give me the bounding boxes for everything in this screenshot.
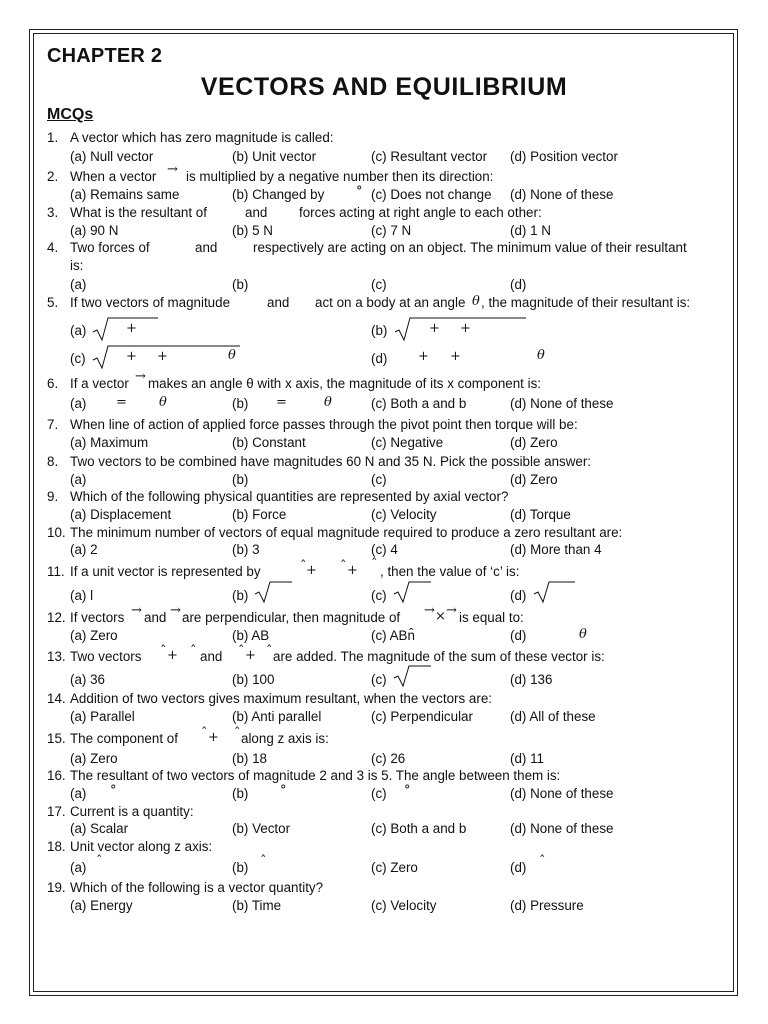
plus-symbol: + bbox=[306, 563, 317, 578]
option-c: (c) bbox=[371, 672, 387, 687]
option-a: (a) Zero bbox=[70, 751, 118, 766]
option-d: (d) 11 bbox=[510, 751, 544, 766]
option-b: (b) 5 N bbox=[232, 223, 273, 238]
question-number: 10. bbox=[47, 525, 66, 540]
question-text: When line of action of applied force passes through the pivot point then torque will be: bbox=[70, 417, 578, 432]
square-root-icon bbox=[533, 580, 577, 604]
question-text: , the magnitude of their resultant is: bbox=[481, 295, 691, 310]
option-d: (d) All of these bbox=[510, 709, 596, 724]
question-text: Which of the following physical quantities are represented by axial vector? bbox=[70, 489, 509, 504]
option-b: (b) Constant bbox=[232, 435, 306, 450]
question-number: 3. bbox=[47, 205, 59, 220]
hat-symbol: ˆ bbox=[260, 854, 267, 869]
option-d: (d) Zero bbox=[510, 435, 558, 450]
question-number: 8. bbox=[47, 454, 59, 469]
option-a: (a) 2 bbox=[70, 542, 98, 557]
option-d: (d) bbox=[510, 588, 527, 603]
question-text: Unit vector along z axis: bbox=[70, 839, 213, 854]
option-a: (a) bbox=[70, 277, 87, 292]
question-text: Current is a quantity: bbox=[70, 804, 194, 819]
question-text: is multiplied by a negative number then its direction: bbox=[186, 169, 494, 184]
option-b: (b) bbox=[232, 860, 249, 875]
option-d: (d) Torque bbox=[510, 507, 571, 522]
question-text: respectively are acting on an object. The minimum value of their resultant bbox=[253, 240, 687, 255]
question-text: Two forces of bbox=[70, 240, 150, 255]
equals-symbol: = bbox=[116, 395, 127, 410]
option-a: (a) bbox=[70, 472, 87, 487]
hat-symbol: ˆ bbox=[300, 559, 307, 574]
option-c: (c) Both a and b bbox=[371, 821, 467, 836]
option-b: (b) 3 bbox=[232, 542, 260, 557]
degree-symbol: ° bbox=[404, 783, 411, 798]
option-c: (c) bbox=[371, 277, 387, 292]
question-text: act on a body at an angle bbox=[315, 295, 466, 310]
question-text: makes an angle θ with x axis, the magnitude of its x component is: bbox=[148, 376, 541, 391]
theta-symbol: θ bbox=[579, 627, 587, 642]
degree-symbol: ° bbox=[110, 783, 117, 798]
question-number: 2. bbox=[47, 169, 59, 184]
section-heading: MCQs bbox=[47, 106, 94, 123]
option-b: (b) 100 bbox=[232, 672, 275, 687]
vector-arrow-icon: → bbox=[446, 603, 457, 618]
option-c: (c) 7 N bbox=[371, 223, 412, 238]
question-text: is: bbox=[70, 258, 84, 273]
option-b: (b) Anti parallel bbox=[232, 709, 322, 724]
option-c: (c) bbox=[371, 786, 387, 801]
question-number: 16. bbox=[47, 768, 66, 783]
square-root-icon bbox=[393, 580, 433, 604]
question-number: 6. bbox=[47, 376, 59, 391]
option-c: (c) 4 bbox=[371, 542, 398, 557]
question-text: and bbox=[200, 649, 223, 664]
question-text: The resultant of two vectors of magnitude 2 and 3 is 5. The angle between them is: bbox=[70, 768, 561, 783]
option-d: (d) bbox=[510, 277, 527, 292]
question-number: 12. bbox=[47, 610, 66, 625]
plus-symbol: + bbox=[126, 349, 137, 364]
theta-symbol: θ bbox=[228, 348, 236, 363]
option-c: (c) 26 bbox=[371, 751, 406, 766]
option-b: (b) Unit vector bbox=[232, 149, 317, 164]
plus-symbol: + bbox=[450, 349, 461, 364]
question-number: 14. bbox=[47, 691, 66, 706]
vector-arrow-icon: → bbox=[131, 603, 142, 618]
question-number: 4. bbox=[47, 240, 59, 255]
square-root-icon bbox=[393, 664, 433, 688]
vector-arrow-icon: → bbox=[167, 162, 178, 177]
hat-symbol: ˆ bbox=[201, 726, 208, 741]
option-d: (d) None of these bbox=[510, 187, 614, 202]
hat-symbol: ˆ bbox=[96, 854, 103, 869]
question-text: What is the resultant of bbox=[70, 205, 207, 220]
question-number: 18. bbox=[47, 839, 66, 854]
option-b: (b) bbox=[232, 786, 249, 801]
question-text: are added. The magnitude of the sum of these vector is: bbox=[273, 649, 605, 664]
option-d: (d) 136 bbox=[510, 672, 553, 687]
option-a: (a) Energy bbox=[70, 898, 133, 913]
cross-symbol: × bbox=[435, 609, 446, 624]
option-a: (a) Zero bbox=[70, 628, 118, 643]
option-a: (a) l bbox=[70, 588, 94, 603]
option-d: (d) More than 4 bbox=[510, 542, 602, 557]
degree-symbol: ° bbox=[280, 783, 287, 798]
option-d: (d) None of these bbox=[510, 821, 614, 836]
option-b: (b) bbox=[232, 277, 249, 292]
question-number: 11. bbox=[47, 564, 65, 579]
option-c: (c) Both a and b bbox=[371, 396, 467, 411]
option-d: (d) Pressure bbox=[510, 898, 584, 913]
option-c: (c) bbox=[371, 472, 387, 487]
question-text: forces acting at right angle to each other: bbox=[299, 205, 542, 220]
question-number: 13. bbox=[47, 649, 66, 664]
question-number: 15. bbox=[47, 731, 66, 746]
hat-symbol: ˆ bbox=[266, 644, 273, 659]
chapter-title: VECTORS AND EQUILIBRIUM bbox=[200, 73, 568, 101]
degree-symbol: ° bbox=[356, 184, 363, 199]
hat-symbol: ˆ bbox=[238, 644, 245, 659]
option-d: (d) None of these bbox=[510, 786, 614, 801]
plus-symbol: + bbox=[429, 321, 440, 336]
hat-symbol: ˆ bbox=[190, 644, 197, 659]
question-text: Two vectors to be combined have magnitudes 60 N and 35 N. Pick the possible answer: bbox=[70, 454, 592, 469]
plus-symbol: + bbox=[460, 321, 471, 336]
option-c: (c) bbox=[371, 588, 387, 603]
plus-symbol: + bbox=[126, 321, 137, 336]
option-c: (c) ABn̂ bbox=[371, 628, 415, 643]
question-text: When a vector bbox=[70, 169, 157, 184]
option-a: (a) Parallel bbox=[70, 709, 135, 724]
question-number: 17. bbox=[47, 804, 66, 819]
option-d: (d) None of these bbox=[510, 396, 614, 411]
plus-symbol: + bbox=[418, 349, 429, 364]
plus-symbol: + bbox=[245, 648, 256, 663]
question-text: is equal to: bbox=[459, 610, 524, 625]
question-text: along z axis is: bbox=[241, 731, 329, 746]
question-number: 5. bbox=[47, 295, 59, 310]
hat-symbol: ˆ bbox=[160, 644, 167, 659]
option-b: (b) Time bbox=[232, 898, 282, 913]
question-text: , then the value of ‘c’ is: bbox=[380, 564, 520, 579]
option-d: (d) bbox=[371, 351, 388, 366]
option-a: (a) Null vector bbox=[70, 149, 154, 164]
vector-arrow-icon: → bbox=[170, 603, 181, 618]
question-number: 1. bbox=[47, 130, 59, 145]
question-text: Addition of two vectors gives maximum resultant, when the vectors are: bbox=[70, 691, 492, 706]
option-a: (a) 90 N bbox=[70, 223, 119, 238]
plus-symbol: + bbox=[208, 730, 219, 745]
option-a: (a) bbox=[70, 323, 87, 338]
option-c: (c) Does not change bbox=[371, 187, 492, 202]
option-b: (b) bbox=[232, 588, 249, 603]
option-d: (d) Position vector bbox=[510, 149, 618, 164]
option-c: (c) Velocity bbox=[371, 898, 437, 913]
option-a: (a) 36 bbox=[70, 672, 105, 687]
question-text: and bbox=[245, 205, 268, 220]
vector-arrow-icon: → bbox=[424, 603, 435, 618]
option-c: (c) Negative bbox=[371, 435, 444, 450]
option-a: (a) bbox=[70, 396, 87, 411]
question-text: Which of the following is a vector quantity? bbox=[70, 880, 324, 895]
question-text: If a unit vector is represented by bbox=[70, 564, 261, 579]
theta-symbol: θ bbox=[537, 348, 545, 363]
option-b: (b) bbox=[232, 472, 249, 487]
option-b: (b) 18 bbox=[232, 751, 267, 766]
question-number: 9. bbox=[47, 489, 59, 504]
option-b: (b) Force bbox=[232, 507, 287, 522]
option-d: (d) Zero bbox=[510, 472, 558, 487]
option-c: (c) Velocity bbox=[371, 507, 437, 522]
chapter-label: CHAPTER 2 bbox=[47, 45, 163, 67]
theta-symbol: θ bbox=[472, 294, 480, 309]
option-a: (a) Maximum bbox=[70, 435, 149, 450]
plus-symbol: + bbox=[347, 563, 358, 578]
question-text: and bbox=[144, 610, 167, 625]
question-text: If two vectors of magnitude bbox=[70, 295, 231, 310]
option-a: (a) Displacement bbox=[70, 507, 172, 522]
option-a: (a) bbox=[70, 786, 87, 801]
option-d: (d) 1 N bbox=[510, 223, 551, 238]
question-text: and bbox=[267, 295, 290, 310]
theta-symbol: θ bbox=[324, 395, 332, 410]
question-text: A vector which has zero magnitude is called: bbox=[70, 130, 334, 145]
plus-symbol: + bbox=[157, 349, 168, 364]
hat-symbol: ˆ bbox=[234, 726, 241, 741]
option-c: (c) Perpendicular bbox=[371, 709, 473, 724]
option-b: (b) bbox=[371, 323, 388, 338]
question-text: are perpendicular, then magnitude of bbox=[182, 610, 401, 625]
option-b: (b) bbox=[232, 396, 249, 411]
option-b: (b) Changed by bbox=[232, 187, 325, 202]
option-a: (a) Remains same bbox=[70, 187, 180, 202]
question-text: Two vectors bbox=[70, 649, 142, 664]
question-number: 7. bbox=[47, 417, 59, 432]
option-c: (c) Zero bbox=[371, 860, 418, 875]
option-d: (d) bbox=[510, 860, 527, 875]
theta-symbol: θ bbox=[159, 395, 167, 410]
question-number: 19. bbox=[47, 880, 66, 895]
question-text: and bbox=[195, 240, 218, 255]
option-c: (c) bbox=[70, 351, 86, 366]
question-text: The component of bbox=[70, 731, 178, 746]
option-a: (a) Scalar bbox=[70, 821, 129, 836]
hat-symbol: ˆ bbox=[340, 559, 347, 574]
equals-symbol: = bbox=[276, 395, 287, 410]
option-b: (b) Vector bbox=[232, 821, 291, 836]
question-text: The minimum number of vectors of equal magnitude required to produce a zero resultant are: bbox=[70, 525, 623, 540]
option-a: (a) bbox=[70, 860, 87, 875]
hat-symbol: ˆ bbox=[371, 557, 378, 572]
option-b: (b) AB bbox=[232, 628, 270, 643]
vector-arrow-icon: → bbox=[135, 369, 146, 384]
question-text: If a vector bbox=[70, 376, 129, 391]
option-d: (d) bbox=[510, 628, 527, 643]
hat-symbol: ˆ bbox=[539, 854, 546, 869]
option-c: (c) Resultant vector bbox=[371, 149, 488, 164]
question-text: If vectors bbox=[70, 610, 125, 625]
square-root-icon bbox=[254, 580, 294, 604]
plus-symbol: + bbox=[167, 648, 178, 663]
